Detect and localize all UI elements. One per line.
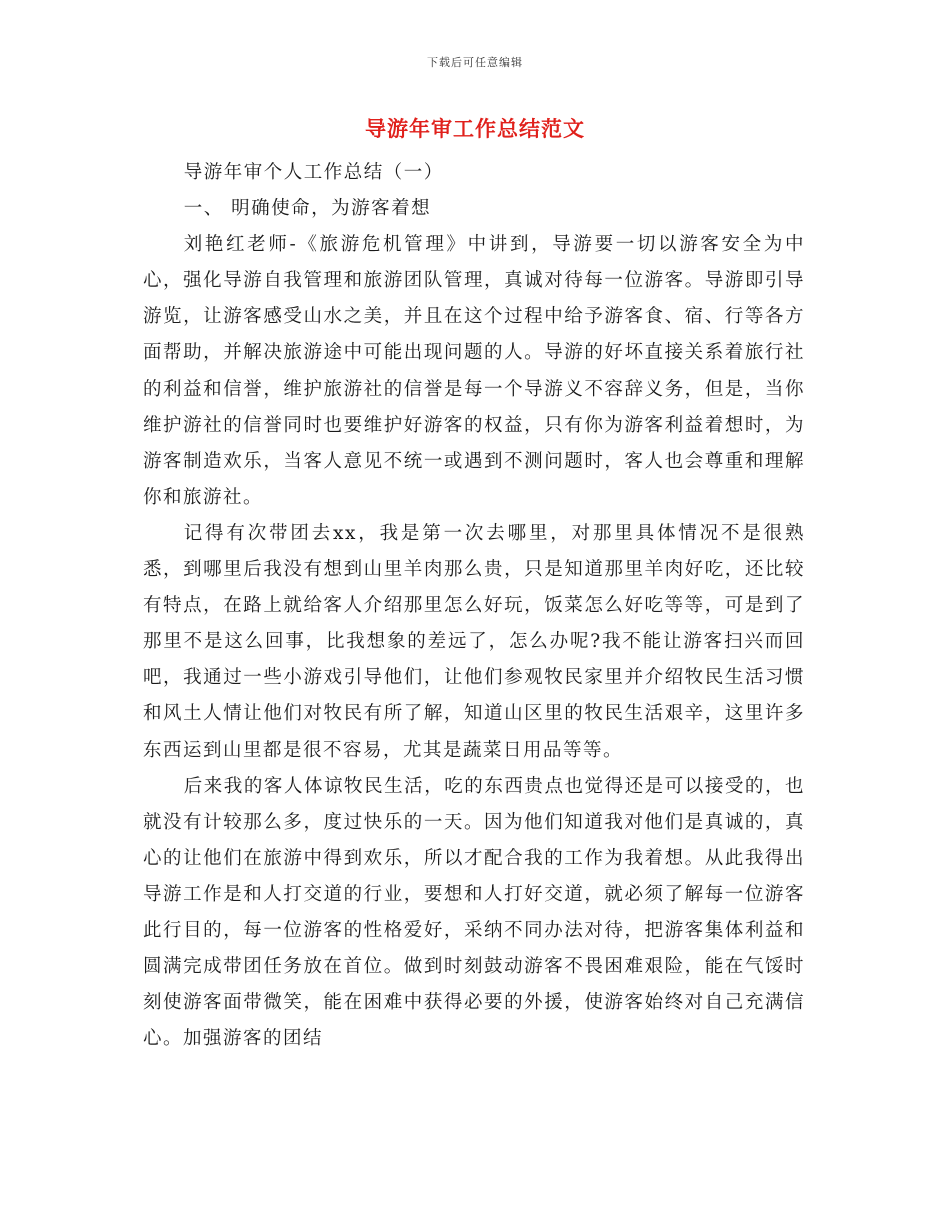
section-heading: 一、 明确使命，为游客着想 xyxy=(183,198,432,220)
document-body xyxy=(143,155,805,1057)
document-title: 导游年审工作总结范文 xyxy=(365,117,585,141)
paragraph: 后来我的客人体谅牧民生活，吃的东西贵点也觉得还是可以接受的，也就没有计较那么多，度过快乐的一天。因为他们知道我对他们是真诚的，真心的让他们在旅游中得到欢乐，所以才配合我的工作为我着想。从此我得出导游工作是和人打交道的行业，要想和人打好交道，就必须了解每一位游客此行目的，每一位游客的性格爱好，采纳不同办法对待，把游客集体利益和圆满完成带团任务放在首位。做到时刻鼓动游客不畏困难艰险，能在气馁时刻使游客面带微笑，能在困难中获得必要的外援，使游客始终对自己充满信心。加强游客的团结 xyxy=(143,775,805,1050)
page-header-note: 下载后可任意编辑 xyxy=(427,56,523,69)
paragraph: 记得有次带团去xx，我是第一次去哪里，对那里具体情况不是很熟悉，到哪里后我没有想到山里羊肉那么贵，只是知道那里羊肉好吃，还比较有特点，在路上就给客人介绍那里怎么好玩，饭菜怎么好吃等等，可是到了那里不是这么回事，比我想象的差远了，怎么办呢?我不能让游客扫兴而回吧，我通过一些小游戏引导他们，让他们参观牧民家里并介绍牧民生活习惯和风土人情让他们对牧民有所了解，知道山区里的牧民生活艰辛，这里许多东西运到山里都是很不容易，尤其是蔬菜日用品等等。 xyxy=(143,522,805,761)
document-subtitle: 导游年审个人工作总结（一） xyxy=(183,162,444,183)
paragraph: 刘艳红老师-《旅游危机管理》中讲到，导游要一切以游客安全为中心，强化导游自我管理和旅游团队管理，真诚对待每一位游客。导游即引导游览，让游客感受山水之美，并且在这个过程中给予游客食、宿、行等各方面帮助，并解决旅游途中可能出现问题的人。导游的好坏直接关系着旅行社的利益和信誉，维护旅游社的信誉是每一个导游义不容辞义务，但是，当你维护游社的信誉同时也要维护好游客的权益，只有你为游客利益着想时，为游客制造欢乐，当客人意见不统一或遇到不测问题时，客人也会尊重和理解你和旅游社。 xyxy=(143,234,805,508)
